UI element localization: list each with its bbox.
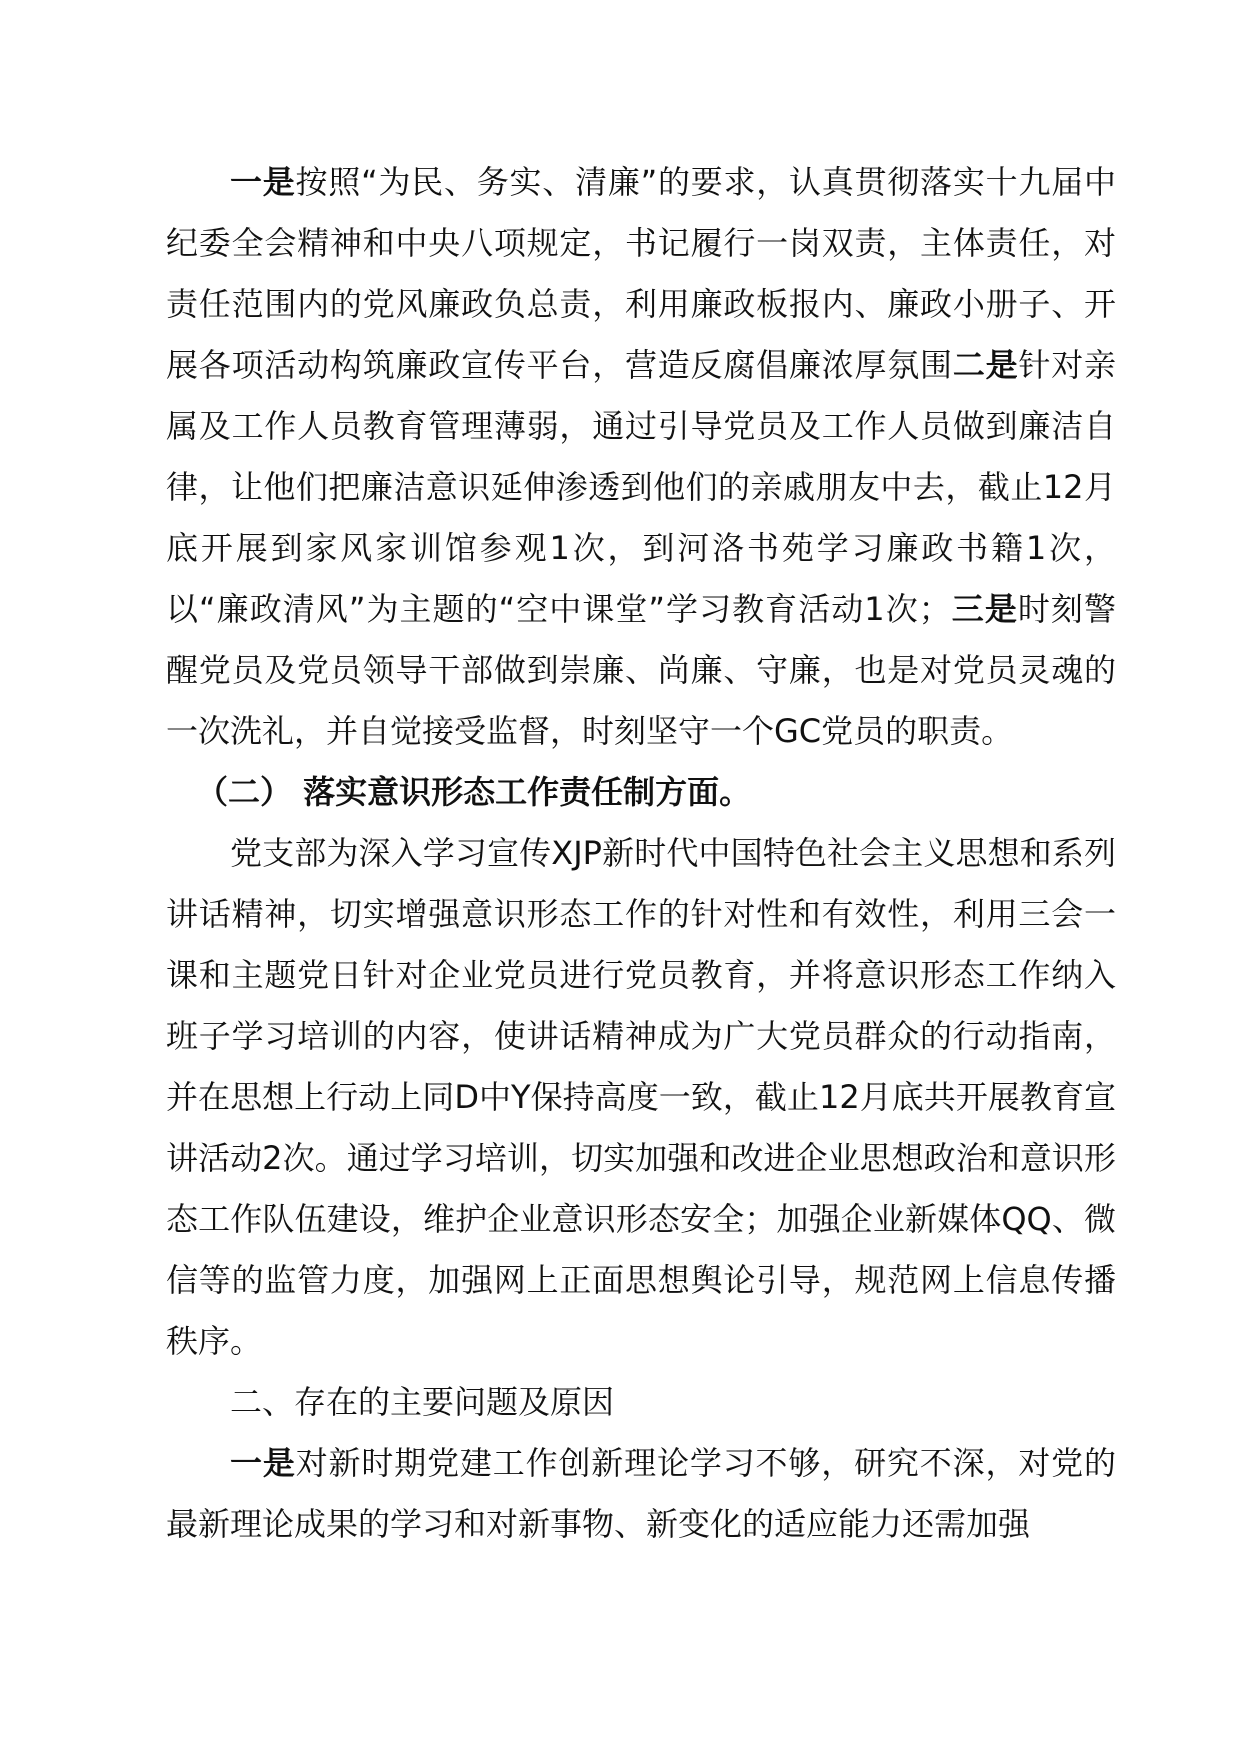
section-heading-ideology: （二） 落实意识形态工作责任制方面。 <box>196 773 752 811</box>
lead-marker-second: 二是 <box>952 346 1019 384</box>
paragraph-text: 按照“为民、务实、清廉”的要求，认真贯彻落实十九届中纪委全会精神和中央八项规定，书记履行一岗双责，主体责任，对责任范围内的党风廉政负总责，利用廉政板报内、廉政小册子、开展各项活动构筑廉政宣传平台，营造反腐倡廉浓厚氛围 <box>166 163 1116 384</box>
paragraph-problems <box>166 1433 1116 1555</box>
document-page <box>166 152 1116 1555</box>
lead-marker-third: 三是 <box>950 590 1018 628</box>
paragraph-text: 对新时期党建工作创新理论学习不够，研究不深，对党的最新理论成果的学习和对新事物、新变化的适应能力还需加强 <box>166 1444 1116 1543</box>
paragraph-text: 针对亲属及工作人员教育管理薄弱，通过引导党员及工作人员做到廉洁自律，让他们把廉洁意识延伸渗透到他们的亲戚朋友中去，截止12月底开展到家风家训馆参观1次，到河洛书苑学习廉政书籍1次，以“廉政清风”为主题的“空中课堂”学习教育活动1次； <box>166 346 1116 628</box>
paragraph-ideology: 党支部为深入学习宣传XJP新时代中国特色社会主义思想和系列讲话精神，切实增强意识形态工作的针对性和有效性，利用三会一课和主题党日针对企业党员进行党员教育，并将意识形态工作纳入班子学习培训的内容，使讲话精神成为广大党员群众的行动指南，并在思想上行动上同D中Y保持高度一致，截止12月底共开展教育宣讲活动2次。通过学习培训，切实加强和改进企业思想政治和意识形态工作队伍建设，维护企业意识形态安全；加强企业新媒体QQ、微信等的监管力度，加强网上正面思想舆论引导，规范网上信息传播秩序。 <box>166 834 1116 1360</box>
paragraph-text: 时刻警醒党员及党员领导干部做到崇廉、尚廉、守廉，也是对党员灵魂的一次洗礼，并自觉接受监督，时刻坚守一个GC党员的职责。 <box>166 590 1116 750</box>
paragraph-party-conduct <box>166 152 1116 762</box>
lead-marker-first: 一是 <box>230 163 296 201</box>
section-title-problems: 二、存在的主要问题及原因 <box>230 1383 615 1421</box>
lead-marker-first: 一是 <box>230 1444 296 1482</box>
